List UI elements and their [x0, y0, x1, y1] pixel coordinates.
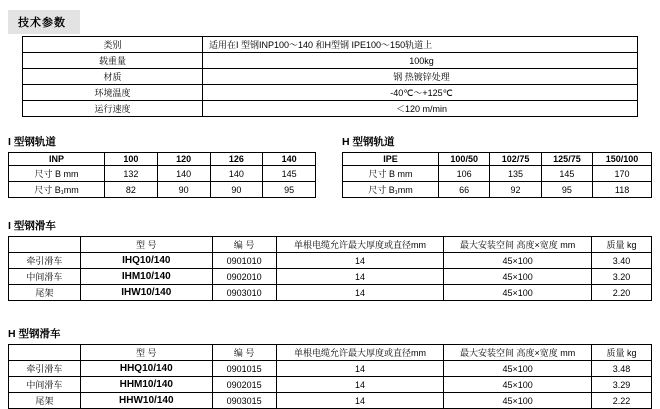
cell-cable: 14: [276, 269, 444, 285]
table-row: [9, 393, 652, 409]
cell-weight: 2.20: [592, 285, 652, 301]
i-trolley-table: [8, 236, 652, 301]
table-row: [9, 377, 652, 393]
column-header: 型 号: [80, 237, 212, 253]
column-header: 120: [157, 153, 210, 166]
cell-weight: 2.22: [592, 393, 652, 409]
section-title-h-trolley: H 型钢滑车: [8, 328, 61, 340]
row-label: 中间滑车: [9, 377, 81, 393]
cell-space: 45×100: [444, 285, 592, 301]
table-header-row: [9, 345, 652, 361]
table-row: [23, 101, 638, 117]
cell: 135: [490, 166, 541, 182]
section-title-h-rail: H 型钢轨道: [342, 136, 395, 148]
table-row: [9, 285, 652, 301]
cell-model: IHQ10/140: [80, 253, 212, 269]
column-header-blank: [9, 345, 81, 361]
column-header: 编 号: [212, 345, 276, 361]
cell: 95: [263, 182, 316, 198]
spec-value: 钢 热镀锌处理: [203, 69, 638, 85]
row-label: 尺寸 B mm: [9, 166, 105, 182]
cell-cable: 14: [276, 285, 444, 301]
spec-key: 环境温度: [23, 85, 203, 101]
spec-value: 适用在I 型钢INP100～140 和H型钢 IPE100～150轨道上: [203, 37, 638, 53]
cell: 118: [593, 182, 652, 198]
column-header: 质量 kg: [592, 345, 652, 361]
table-row: [9, 153, 316, 166]
cell-model: HHW10/140: [80, 393, 212, 409]
page-title: 技术参数: [8, 10, 80, 34]
cell-weight: 3.40: [592, 253, 652, 269]
cell: 145: [263, 166, 316, 182]
spec-key: 载重量: [23, 53, 203, 69]
column-header: 100/50: [439, 153, 490, 166]
column-header: 126: [210, 153, 263, 166]
cell-space: 45×100: [444, 361, 592, 377]
spec-value: 100kg: [203, 53, 638, 69]
cell-code: 0901015: [212, 361, 276, 377]
spec-key: 运行速度: [23, 101, 203, 117]
row-label: 尺寸 B mm: [343, 166, 439, 182]
cell-code: 0903010: [212, 285, 276, 301]
column-header: 单根电缆允许最大厚度或直径mm: [276, 237, 444, 253]
table-row: [9, 269, 652, 285]
table-header-row: [9, 237, 652, 253]
table-row: [343, 166, 652, 182]
cell-space: 45×100: [444, 253, 592, 269]
row-label: 尾架: [9, 393, 81, 409]
row-label: 牵引滑车: [9, 253, 81, 269]
cell-space: 45×100: [444, 377, 592, 393]
section-title-i-trolley: I 型钢滑车: [8, 220, 56, 232]
cell: 90: [210, 182, 263, 198]
cell: 145: [541, 166, 592, 182]
column-header: 型 号: [80, 345, 212, 361]
row-label: 尺寸 B₁mm: [343, 182, 439, 198]
cell-cable: 14: [276, 377, 444, 393]
cell: 170: [593, 166, 652, 182]
cell: 140: [157, 166, 210, 182]
i-rail-table: [8, 152, 316, 198]
section-title-i-rail: I 型钢轨道: [8, 136, 56, 148]
h-trolley-table: [8, 344, 652, 409]
cell-weight: 3.20: [592, 269, 652, 285]
table-row: [343, 182, 652, 198]
column-header: IPE: [343, 153, 439, 166]
spec-key: 材质: [23, 69, 203, 85]
cell-code: 0901010: [212, 253, 276, 269]
table-row: [9, 253, 652, 269]
cell-space: 45×100: [444, 393, 592, 409]
table-row: [23, 69, 638, 85]
column-header: 最大安装空间 高度×宽度 mm: [444, 237, 592, 253]
h-rail-table: [342, 152, 652, 198]
row-label: 尾架: [9, 285, 81, 301]
cell-model: IHM10/140: [80, 269, 212, 285]
cell: 106: [439, 166, 490, 182]
spec-value: ＜120 m/min: [203, 101, 638, 117]
cell-code: 0903015: [212, 393, 276, 409]
cell-weight: 3.48: [592, 361, 652, 377]
column-header: 最大安装空间 高度×宽度 mm: [444, 345, 592, 361]
table-row: [9, 361, 652, 377]
cell: 90: [157, 182, 210, 198]
cell-weight: 3.29: [592, 377, 652, 393]
column-header: 100: [105, 153, 158, 166]
column-header: 125/75: [541, 153, 592, 166]
cell-model: HHM10/140: [80, 377, 212, 393]
cell-cable: 14: [276, 361, 444, 377]
cell-code: 0902010: [212, 269, 276, 285]
spec-key: 类别: [23, 37, 203, 53]
column-header: 编 号: [212, 237, 276, 253]
column-header: 单根电缆允许最大厚度或直径mm: [276, 345, 444, 361]
table-row: [343, 153, 652, 166]
cell-model: HHQ10/140: [80, 361, 212, 377]
column-header: INP: [9, 153, 105, 166]
table-row: [9, 166, 316, 182]
cell: 66: [439, 182, 490, 198]
column-header: 102/75: [490, 153, 541, 166]
cell-code: 0902015: [212, 377, 276, 393]
cell: 140: [210, 166, 263, 182]
cell: 132: [105, 166, 158, 182]
specification-table: [22, 36, 638, 117]
spec-value: -40℃～+125℃: [203, 85, 638, 101]
table-row: [9, 182, 316, 198]
table-row: [23, 37, 638, 53]
column-header-blank: [9, 237, 81, 253]
cell: 95: [541, 182, 592, 198]
cell: 92: [490, 182, 541, 198]
table-row: [23, 53, 638, 69]
cell: 82: [105, 182, 158, 198]
column-header: 150/100: [593, 153, 652, 166]
row-label: 尺寸 B₁mm: [9, 182, 105, 198]
table-row: [23, 85, 638, 101]
cell-model: IHW10/140: [80, 285, 212, 301]
cell-cable: 14: [276, 393, 444, 409]
cell-cable: 14: [276, 253, 444, 269]
row-label: 中间滑车: [9, 269, 81, 285]
column-header: 140: [263, 153, 316, 166]
row-label: 牵引滑车: [9, 361, 81, 377]
column-header: 质量 kg: [592, 237, 652, 253]
cell-space: 45×100: [444, 269, 592, 285]
